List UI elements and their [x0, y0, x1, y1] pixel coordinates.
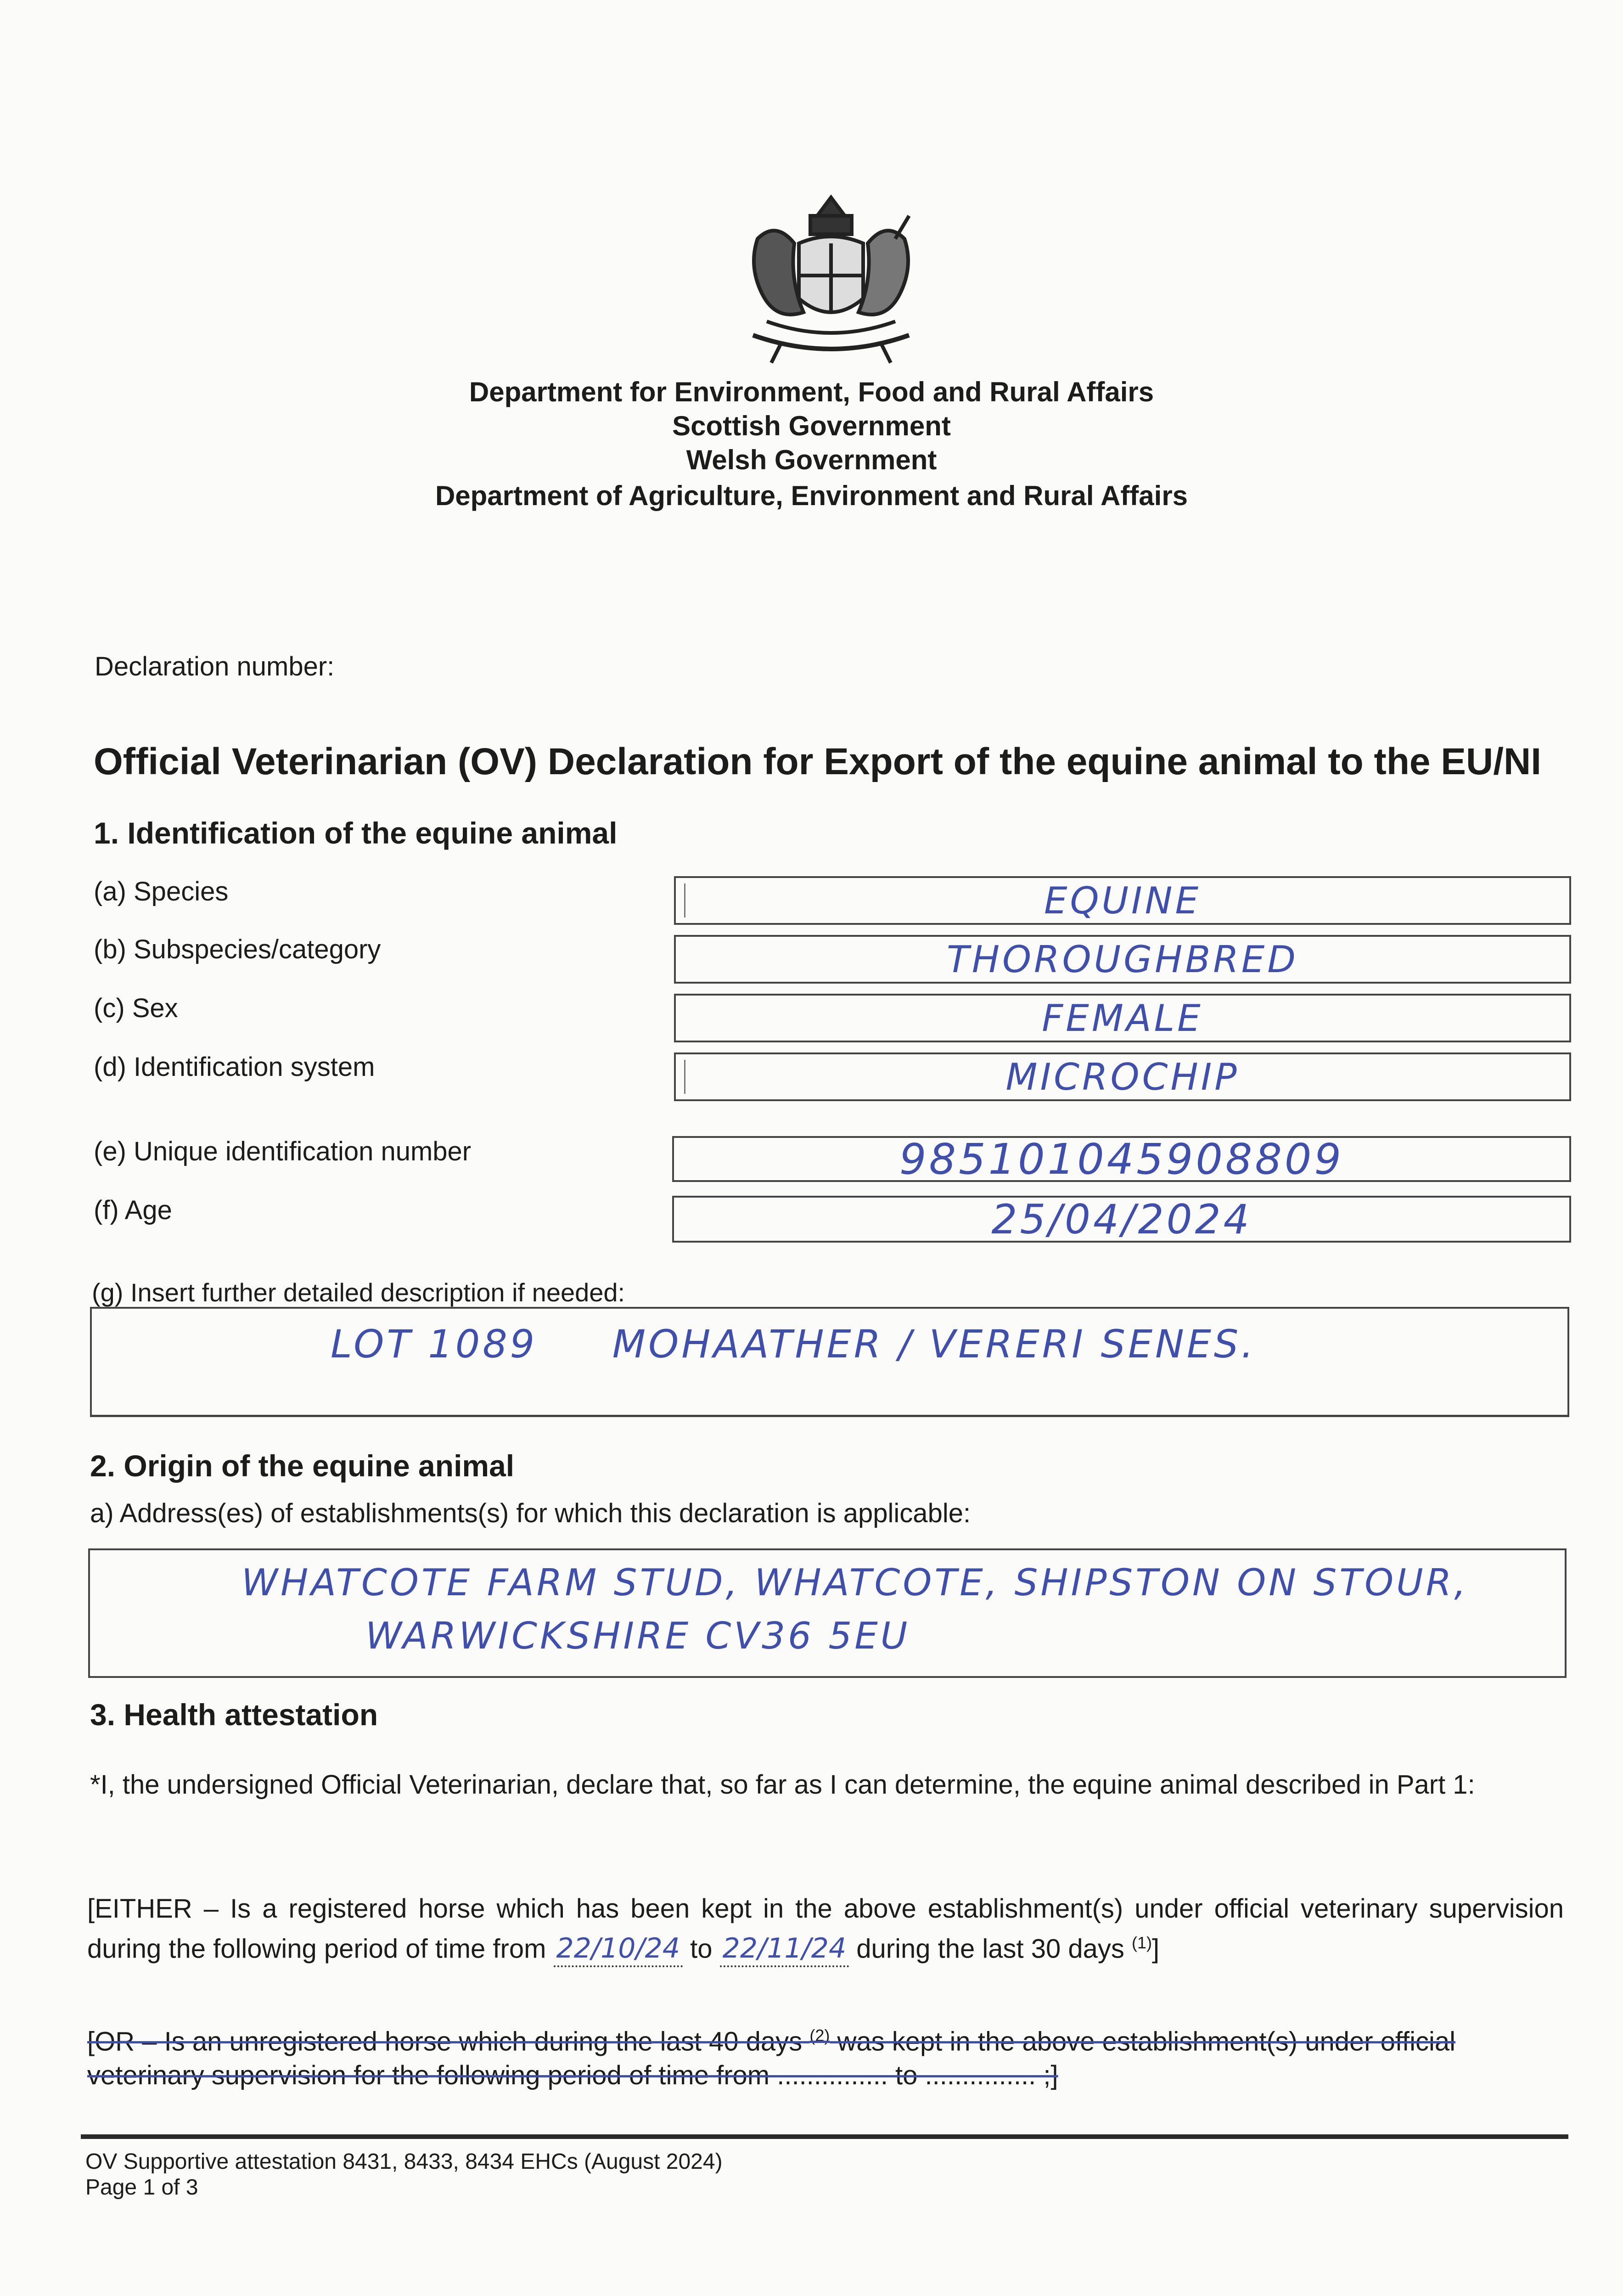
sex-label: (c) Sex — [94, 993, 178, 1023]
either-close-bracket: ] — [1151, 1934, 1160, 1964]
unique-id-label: (e) Unique identification number — [94, 1137, 472, 1166]
footer-divider — [81, 2134, 1568, 2139]
section3-heading: 3. Health attestation — [90, 1698, 378, 1732]
further-description-label: (g) Insert further detailed description if needed: — [92, 1278, 625, 1307]
department-welsh-government: Welsh Government — [686, 445, 937, 475]
department-daera: Department of Agriculture, Environment and Rural Affairs — [435, 480, 1188, 511]
either-to-word: to — [690, 1934, 713, 1964]
unique-id-value: 985101045908809 — [899, 1134, 1344, 1184]
footer-attestation-ref: OV Supportive attestation 8431, 8433, 8434 EHCs (August 2024) — [85, 2150, 723, 2174]
declaration-number-label: Declaration number: — [95, 652, 335, 681]
department-defra: Department for Environment, Food and Rural Affairs — [469, 377, 1154, 407]
age-field[interactable] — [672, 1196, 1571, 1243]
species-value: EQUINE — [1044, 879, 1202, 922]
identification-system-value: MICROCHIP — [1005, 1055, 1240, 1098]
either-from-date[interactable]: 22/10/24 — [554, 1931, 683, 1967]
address-line1-value: WHATCOTE FARM STUD, WHATCOTE, SHIPSTON ON STOUR, — [241, 1561, 1469, 1604]
address-line2-value: WARWICKSHIRE CV36 5EU — [365, 1615, 910, 1657]
either-attestation — [87, 1892, 1564, 1967]
or-text-part1: [OR – Is an unregistered horse which during the last 40 days — [87, 2026, 803, 2057]
species-field[interactable] — [674, 876, 1571, 925]
either-text-part2: during the last 30 days — [856, 1934, 1124, 1964]
health-attestation-intro: *I, the undersigned Official Veterinarian, declare that, so far as I can determine, the equine animal described in Part 1: — [90, 1770, 1475, 1800]
subspecies-value: THOROUGHBRED — [947, 938, 1298, 981]
further-description-value: LOT 1089 MOHAATHER / VERERI SENES. — [331, 1322, 1256, 1367]
identification-system-label: (d) Identification system — [94, 1052, 375, 1082]
department-scottish-government: Scottish Government — [672, 411, 951, 441]
section2-heading: 2. Origin of the equine animal — [90, 1449, 515, 1483]
identification-system-field[interactable] — [674, 1052, 1571, 1101]
sex-field[interactable] — [674, 994, 1571, 1042]
age-value: 25/04/2024 — [991, 1195, 1252, 1243]
subspecies-label: (b) Subspecies/category — [94, 934, 381, 964]
subspecies-field[interactable] — [674, 935, 1571, 984]
address-label: a) Address(es) of establishments(s) for which this declaration is applicable: — [90, 1498, 971, 1528]
page-number: Page 1 of 3 — [85, 2175, 198, 2200]
section1-heading: 1. Identification of the equine animal — [94, 816, 618, 850]
either-to-date[interactable]: 22/11/24 — [720, 1931, 849, 1967]
address-field[interactable] — [88, 1548, 1567, 1678]
further-description-field[interactable] — [90, 1307, 1569, 1417]
species-label: (a) Species — [94, 877, 229, 906]
or-footnote-ref: (2) — [809, 2026, 830, 2045]
sex-value: FEMALE — [1042, 996, 1203, 1040]
or-text-part2: was kept in the above establishment(s) under official veterinary supervision for the following period of time from ............... to ............... ;] — [87, 2026, 1455, 2091]
unique-id-field[interactable] — [672, 1136, 1571, 1182]
age-label: (f) Age — [94, 1195, 172, 1225]
document-title: Official Veterinarian (OV) Declaration for Export of the equine animal to the EU/NI — [94, 741, 1541, 782]
or-attestation-struck — [87, 2019, 1564, 2093]
royal-coat-of-arms-icon — [725, 188, 937, 367]
either-footnote-ref: (1) — [1131, 1933, 1152, 1952]
either-text-part1: [EITHER – Is a registered horse which has been kept in the above establishment(s) under official veterinary supervision during the following period of time from — [87, 1894, 1564, 1964]
